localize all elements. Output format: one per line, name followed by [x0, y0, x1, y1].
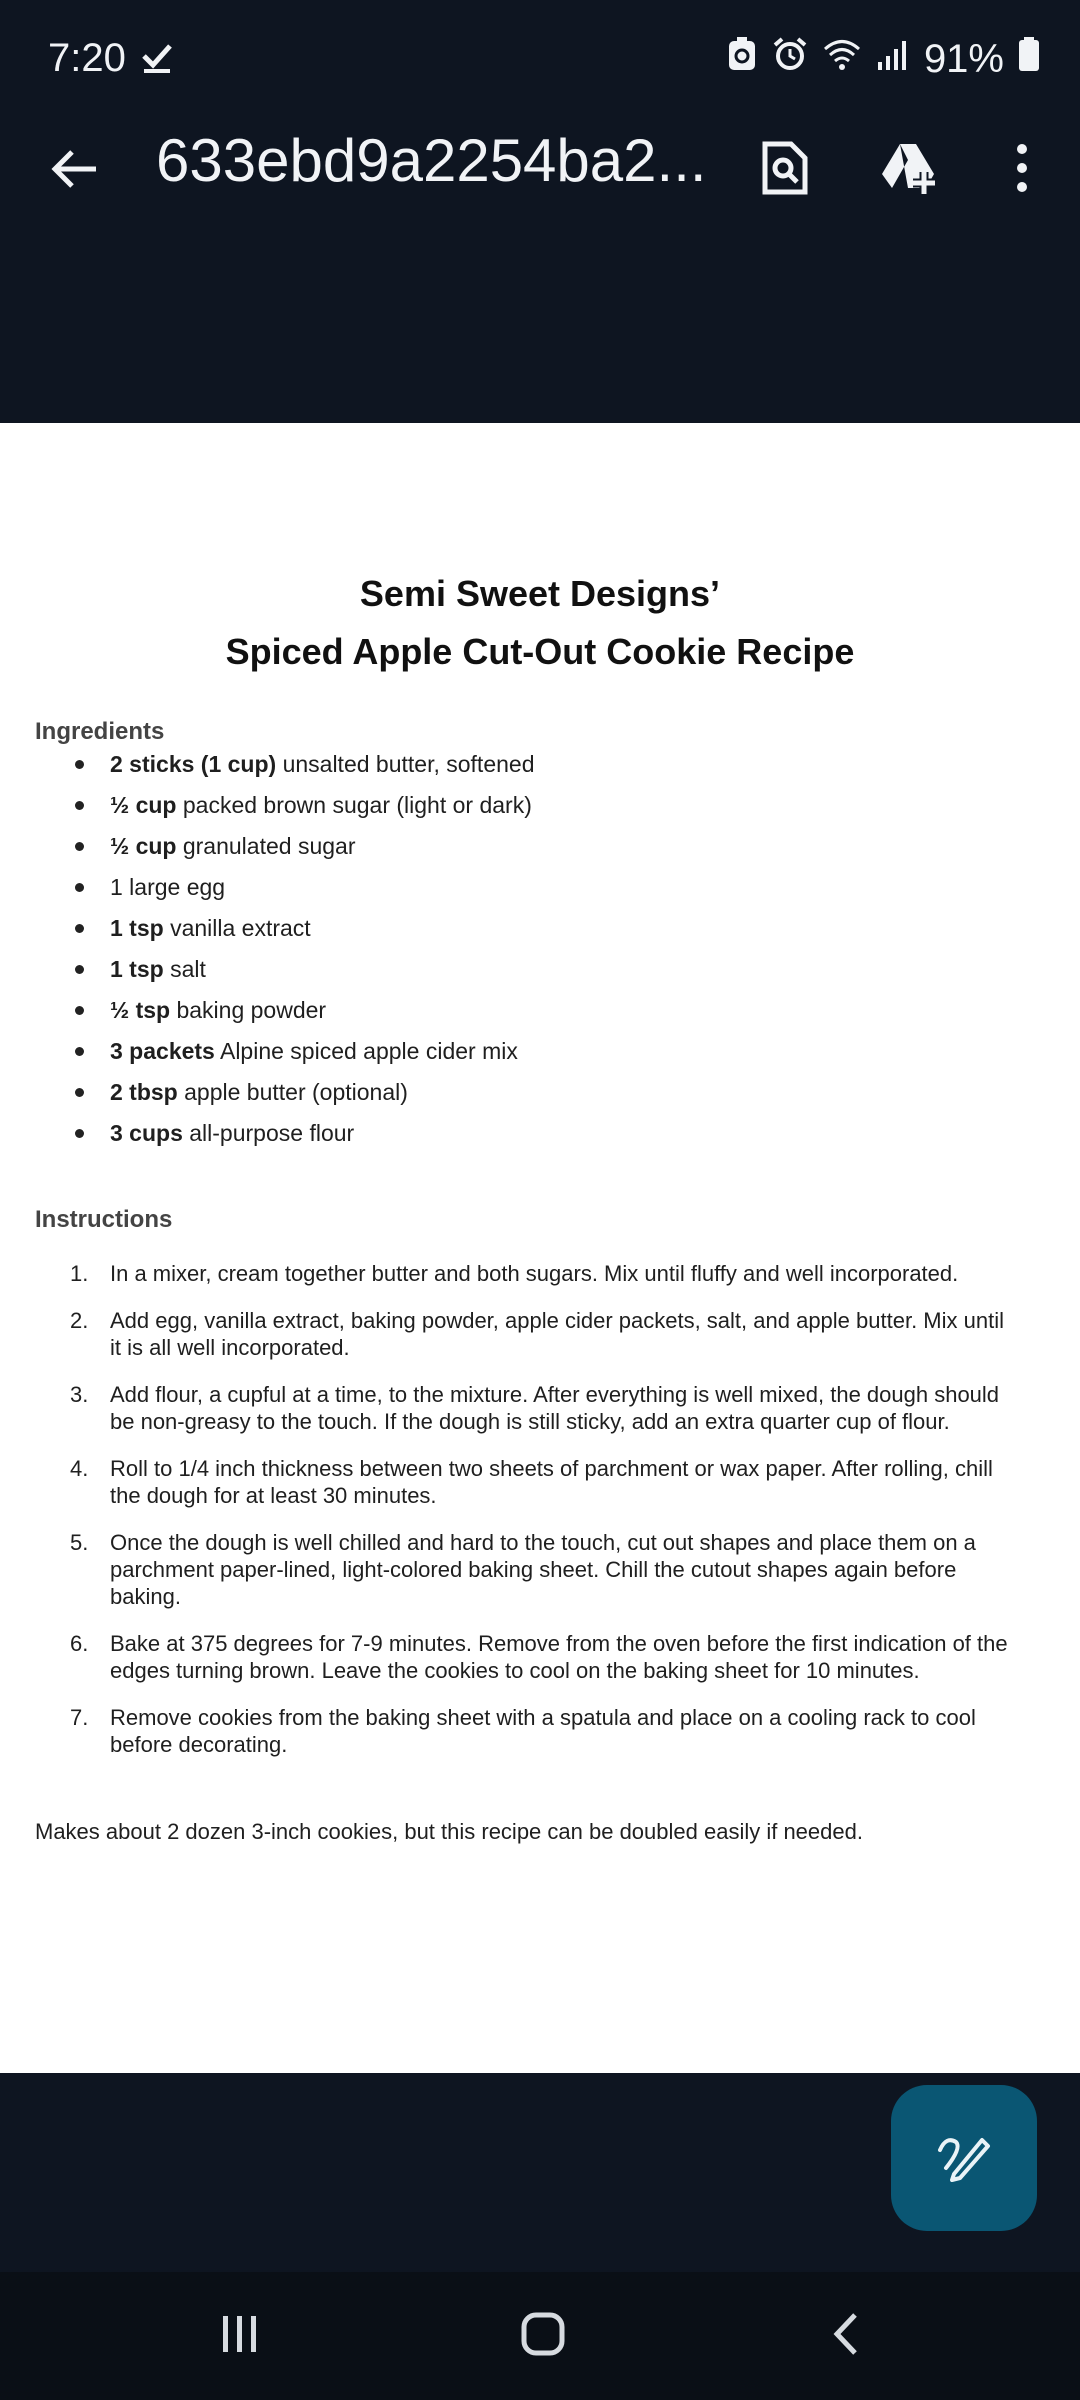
yield-note: Makes about 2 dozen 3-inch cookies, but this recipe can be doubled easily if needed.: [35, 1819, 863, 1844]
find-in-document-button[interactable]: [745, 130, 825, 210]
status-time: 7:20: [48, 36, 126, 80]
more-vert-icon: [1015, 143, 1029, 198]
edit-pen-icon: [936, 2128, 992, 2189]
status-bar: [0, 0, 1080, 120]
nav-back-icon: [831, 2311, 861, 2362]
alarm-icon: [772, 36, 808, 82]
list-item: 3 packets Alpine spiced apple cider mix: [70, 1037, 535, 1078]
instruction-step: 3. Add flour, a cupful at a time, to the mixture. After everything is well mixed, the dough should be non-greasy to the touch. If the dough is still sticky, add an extra quarter cup of flour.: [70, 1382, 1000, 1434]
recipe-title-line-2: Spiced Apple Cut-Out Cookie Recipe: [225, 631, 855, 672]
battery-percent: 91%: [923, 36, 1004, 81]
wifi-icon: [822, 36, 862, 82]
add-to-drive-button[interactable]: [870, 130, 950, 210]
list-item: 1 tsp vanilla extract: [70, 914, 535, 955]
document-search-icon: [761, 140, 809, 201]
list-item: 3 cups all-purpose flour: [70, 1119, 535, 1160]
edit-fab-button[interactable]: [891, 2085, 1037, 2231]
list-item: ½ cup packed brown sugar (light or dark): [70, 791, 535, 832]
system-nav-bar: [0, 2272, 1080, 2400]
list-item: 2 sticks (1 cup) unsalted butter, softened: [70, 750, 535, 791]
document-title: 633ebd9a2254ba2...: [156, 127, 707, 194]
battery-saver-icon: [726, 36, 758, 82]
battery-icon: [1018, 36, 1040, 82]
ingredients-heading: Ingredients: [35, 718, 165, 745]
instruction-step: 1. In a mixer, cream together butter and both sugars. Mix until fluffy and well incorporated.: [70, 1261, 959, 1286]
nav-back-button[interactable]: [786, 2294, 906, 2378]
instructions-heading: Instructions: [35, 1206, 173, 1233]
list-item: ½ cup granulated sugar: [70, 832, 535, 873]
list-item: ½ tsp baking powder: [70, 996, 535, 1037]
instruction-step: 6. Bake at 375 degrees for 7-9 minutes. Remove from the oven before the first indication of the edges turning brown. Leave the cookies to cool on the baking sheet for 10 minutes.: [70, 1631, 1008, 1683]
list-item: 1 large egg: [70, 873, 535, 914]
check-icon: [140, 40, 174, 79]
recents-icon: [220, 2314, 260, 2359]
more-options-button[interactable]: [982, 130, 1062, 210]
recipe-title-line-1: Semi Sweet Designs’: [359, 573, 721, 614]
arrow-back-icon: [50, 147, 100, 196]
home-icon: [521, 2312, 565, 2361]
back-button[interactable]: [40, 136, 110, 206]
instruction-step: 4. Roll to 1/4 inch thickness between two sheets of parchment or wax paper. After rolling, chill the dough for at least 30 minutes.: [70, 1456, 993, 1508]
drive-add-icon: [878, 140, 942, 201]
home-button[interactable]: [483, 2294, 603, 2378]
list-item: 2 tbsp apple butter (optional): [70, 1078, 535, 1119]
instruction-step: 2. Add egg, vanilla extract, baking powder, apple cider packets, salt, and apple butter. Mix until it is all well incorporated.: [70, 1308, 1004, 1360]
document-page: [0, 423, 1080, 2073]
instruction-step: 7. Remove cookies from the baking sheet with a spatula and place on a cooling rack to cool before decorating.: [70, 1705, 976, 1757]
instructions-list: [70, 1260, 1010, 1778]
ingredients-list: [70, 750, 535, 1160]
signal-icon: [876, 37, 910, 82]
app-bar: [0, 120, 1080, 210]
instruction-step: 5. Once the dough is well chilled and hard to the touch, cut out shapes and place them on a parchment paper-lined, light-colored baking sheet. Chill the cutout shapes again before baking.: [70, 1530, 976, 1609]
list-item: 1 tsp salt: [70, 955, 535, 996]
recents-button[interactable]: [180, 2294, 300, 2378]
